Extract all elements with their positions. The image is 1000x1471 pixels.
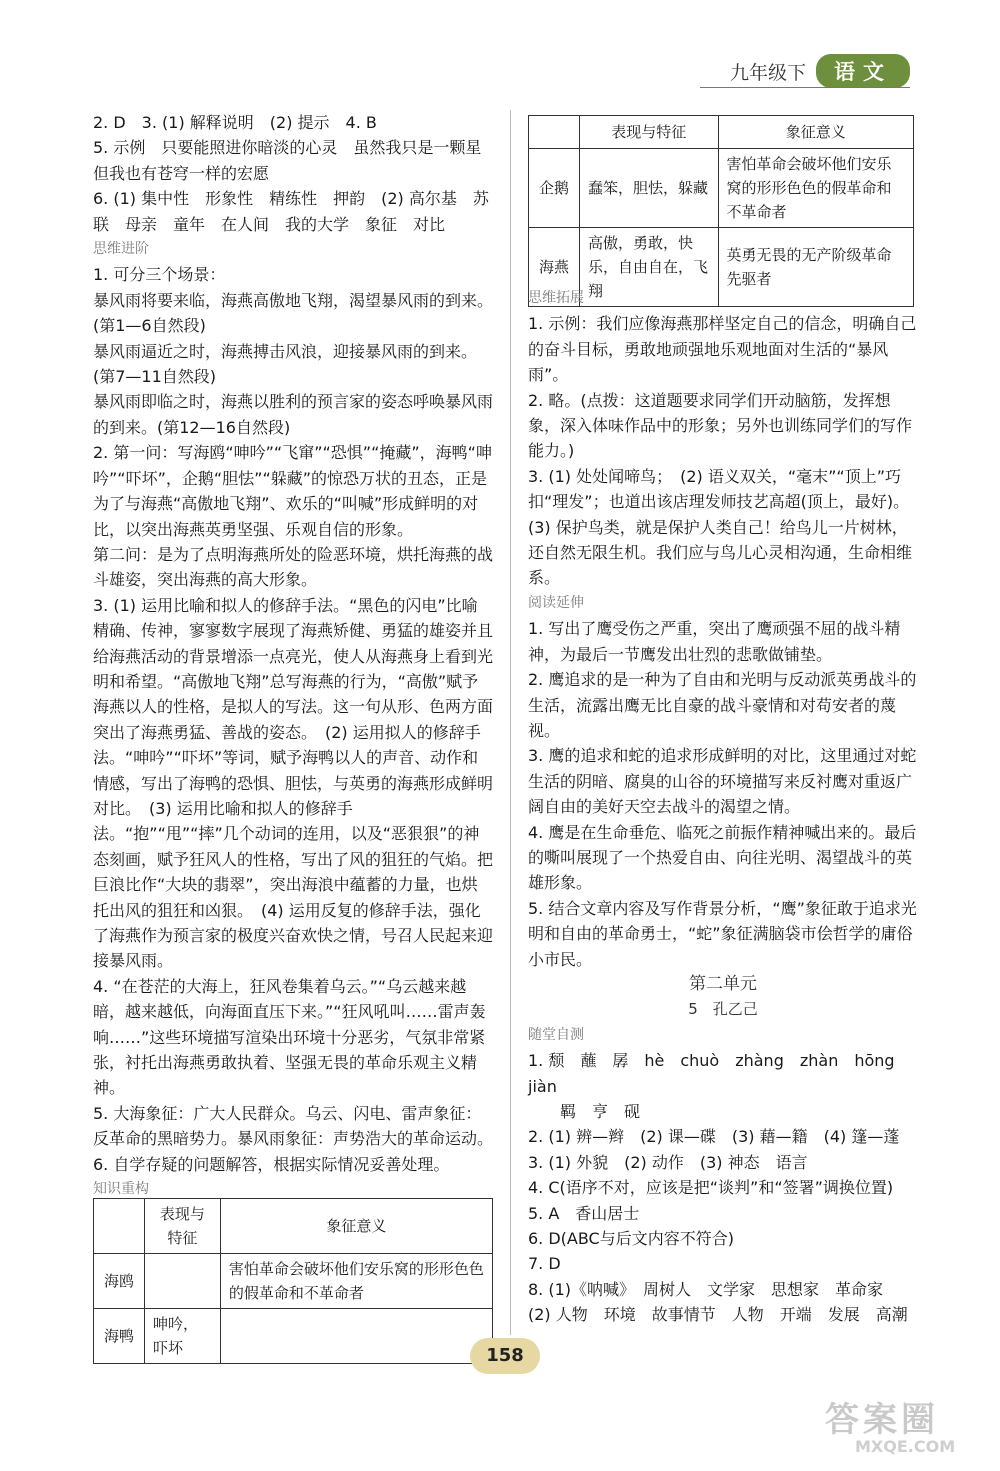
row-feature: 呻吟，吓坏 [145,1309,221,1364]
answer-line: 2. 略。(点拨：这道题要求同学们开动脑筋，发挥想象，深入体味作品中的形象；另外也训练同学们的写作能力。) [528,390,913,461]
answer-line: 4. C(语序不对，应该是把“谈判”和“签署”调换位置) [528,1178,894,1198]
table-header-feature: 表现与特征 [145,1199,221,1254]
answer-line: 5. 大海象征：广大人民群众。乌云、闪电、雷声象征：反革命的黑暗势力。暴风雨象征：声势浩大的革命运动。 [93,1103,494,1149]
answer-line: 6. (1) 集中性 形象性 精练性 押韵 (2) 高尔基 苏联 母亲 童年 在人间 我的大学 象征 对比 [93,189,489,234]
answer-line: 暴风雨逼近之时，海燕搏击风浪，迎接暴风雨的到来。(第7—11自然段) [93,341,478,387]
table-row [94,1254,493,1309]
table-header-meaning: 象征意义 [718,116,913,149]
table-row [94,1309,493,1364]
answer-line: 5. 结合文章内容及写作背景分析，“鹰”象征敢于追求光明和自由的革命勇士，“蛇”象征满脑袋市侩哲学的庸俗小市民。 [528,898,917,969]
section-heading-self-test: 随堂自测 [528,1026,584,1043]
grade-label: 九年级下 [729,61,806,84]
unit-title: 第二单元 [689,973,757,994]
answer-line: 5. 示例 只要能照进你暗淡的心灵 虽然我只是一颗星 但我也有苍穹一样的宏愿 [93,138,498,183]
symbol-table [528,115,914,307]
table-header-feature: 表现与特征 [580,116,719,149]
table-header-blank [529,116,580,149]
answer-line: 第二问：是为了点明海燕所处的险恶环境，烘托海燕的战斗雄姿，突出海燕的高大形象。 [93,544,494,590]
page-header [730,54,910,88]
answer-line: 4. “在苍茫的大海上，狂风卷集着乌云。”“乌云越来越暗，越来越低，向海面直压下来。”“狂风吼叫……雷声轰响……”这些环境描写渲染出环境十分恶劣，气氛非常紧张，衬托出海燕勇敢执着、坚强无畏的革命乐观主义精神。 [93,976,486,1098]
answer-line: 5. A 香山居士 [528,1203,640,1223]
row-meaning: 害怕革命会破坏他们安乐窝的形形色色的假革命和不革命者 [220,1254,492,1309]
lesson-title: 5 孔乙己 [688,1000,758,1019]
answer-line: 1. 可分三个场景： [93,265,226,285]
row-name: 企鹅 [529,149,580,228]
row-meaning: 害怕革命会破坏他们安乐窝的形形色色的假革命和不革命者 [718,149,913,228]
answer-line: 1. 示例：我们应像海燕那样坚定自己的信念，明确自己的奋斗目标，勇敢地顽强地乐观地面对生活的“暴风雨”。 [528,314,917,385]
answer-line: 2. 第一问：写海鸥“呻吟”“飞窜”“恐惧”“掩藏”，海鸭“呻吟”“吓坏”，企鹅“胆怯”“躲藏”的惊恐万状的丑态，正是为了与海燕“高傲地飞翔”、欢乐的“叫喊”形成鲜明的对比，以突出海燕英勇坚强、乐观自信的形象。 [93,443,492,539]
row-name: 海燕 [529,228,580,307]
answer-line: 暴风雨即临之时，海燕以胜利的预言家的姿态呼唤暴风雨的到来。(第12—16自然段) [93,392,494,437]
column-divider [510,110,511,1335]
answer-line: 3. (1) 处处闻啼鸟； (2) 语义双关，“毫末”“顶上”巧扣“理发”；也道出该店理发师技艺高超(顶上，最好)。 [528,466,910,512]
answer-line: 8. (1)《呐喊》 周树人 文学家 思想家 革命家 [528,1279,884,1299]
table-header-meaning: 象征意义 [220,1199,492,1254]
answer-line: (2) 人物 环境 故事情节 人物 开端 发展 高潮 [528,1305,908,1325]
page-number: 158 [470,1338,540,1374]
table-row [529,149,914,228]
answer-line: 6. D(ABC与后文内容不符合) [528,1229,734,1249]
header-rule [700,87,910,88]
section-heading-thinking: 思维进阶 [93,241,149,258]
answer-line: 6. 自学存疑的问题解答，根据实际情况妥善处理。 [93,1154,450,1174]
answer-line: 1. 写出了鹰受伤之严重，突出了鹰顽强不屈的战斗精神，为最后一节鹰发出壮烈的悲歌做铺垫。 [528,619,901,664]
subject-badge: 语文 [816,54,910,88]
answer-line: 3. 鹰的追求和蛇的追求形成鲜明的对比，这里通过对蛇生活的阴暗、腐臭的山谷的环境描写来反衬鹰对重返广阔自由的美好天空去战斗的渴望之情。 [528,746,917,817]
watermark-logo: 答案圈 [825,1400,939,1440]
row-meaning: 英勇无畏的无产阶级革命先驱者 [718,228,913,307]
answer-line: 3. (1) 外貌 (2) 动作 (3) 神态 语言 [528,1152,808,1172]
answer-line: 4. 鹰是在生命垂危、临死之前振作精神喊出来的。最后的嘶叫展现了一个热爱自由、向往光明、渴望战斗的英雄形象。 [528,822,917,893]
right-column [528,286,918,1328]
row-name: 海鸭 [94,1309,145,1364]
answer-line: 1. 颓 蘸 孱 hè chuò zhàng zhàn hōng jiàn [528,1051,911,1096]
row-feature: 蠢笨，胆怯，躲藏 [580,149,719,228]
left-column [93,110,498,1202]
watermark-url: MXQE.COM [855,1437,956,1456]
answer-line: 3. (1) 运用比喻和拟人的修辞手法。“黑色的闪电”比喻精确、传神，寥寥数字展现了海燕矫健、勇猛的雄姿并且给海燕活动的背景增添一点亮光，使人从海燕身上看到光明和希望。“高傲地飞翔”总写海燕的行为，“高傲”赋予海燕以人的性格，是拟人的写法。这一句从形、色两方面突出了海燕勇猛、善战的姿态。 (2) 运用拟人的修辞手法。“呻吟”“吓坏”等词，赋予海鸭以人的声音、动作和情感，写出了海鸭的恐惧、胆怯，与英勇的海燕形成鲜明对比。 (3) 运用比喻和拟人的修辞手法。“抱”“甩”“摔”几个动词的连用，以及“恶狠狠”的神态刻画，赋予狂风人的性格，写出了风的狙狂的气焰。把巨浪比作“大块的翡翠”，突出海浪中蕴蓄的力量，也烘托出风的狙狂和凶狠。 (4) 运用反复的修辞手法，强化了海燕作为预言家的极度兴奋欢快之情，号召人民起来迎接暴风雨。 [93,595,494,971]
answer-line: 2. (1) 辨—辫 (2) 课—碟 (3) 藉—籍 (4) 篷—蓬 [528,1127,900,1147]
row-name: 海鸥 [94,1254,145,1309]
answer-line: 7. D [528,1254,561,1274]
row-meaning [220,1309,492,1364]
row-feature: 高傲，勇敢，快乐，自由自在，飞翔 [580,228,719,307]
answer-line: 羁 亨 砚 [528,1102,641,1121]
row-feature [145,1254,221,1309]
section-heading-reading: 阅读延伸 [528,594,584,611]
section-heading-expand: 思维拓展 [528,290,584,306]
answer-line: 2. D 3. (1) 解释说明 (2) 提示 4. B [93,113,377,132]
answer-line: 暴风雨将要来临，海燕高傲地飞翔，渴望暴风雨的到来。(第1—6自然段) [93,290,494,336]
answer-line: (3) 保护鸟类，就是保护人类自己！给鸟儿一片树林，还自然无限生机。我们应与鸟儿心灵相沟通，生命相维系。 [528,517,913,588]
answer-line: 2. 鹰追求的是一种为了自由和光明与反动派英勇战斗的生活，流露出鹰无比自豪的战斗豪情和对苟安者的蔑视。 [528,670,917,740]
knowledge-table [93,1198,493,1364]
table-header-blank [94,1199,145,1254]
section-heading-knowledge: 知识重构 [93,1181,149,1198]
